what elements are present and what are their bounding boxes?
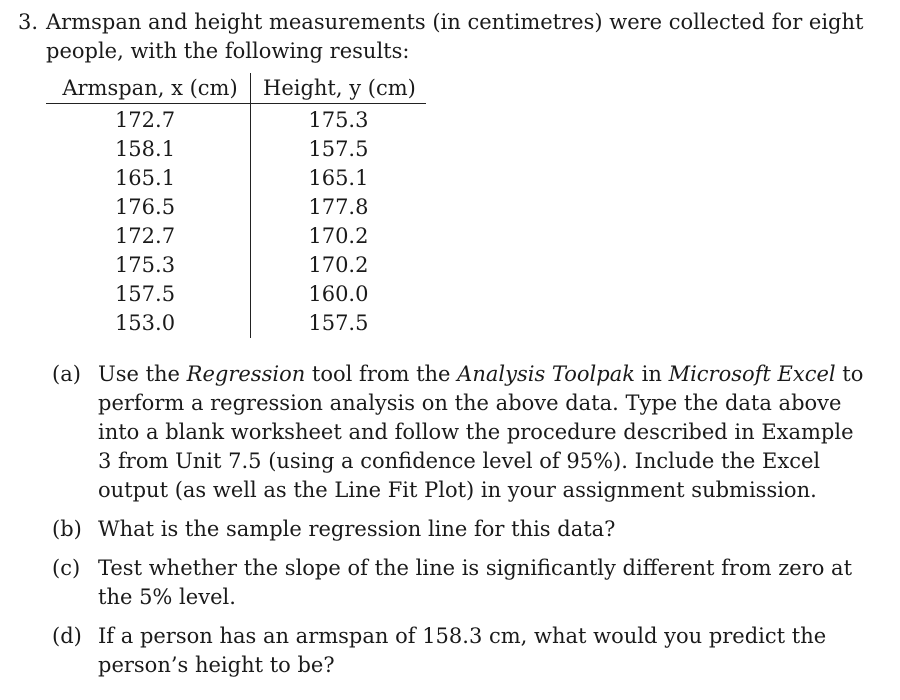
- analysis-toolpak-term: Analysis Toolpak: [457, 362, 635, 386]
- table-row: [46, 164, 426, 193]
- armspan-cell: 175.3: [46, 251, 251, 280]
- table-row: [46, 309, 426, 338]
- table-row: [46, 104, 426, 136]
- height-cell: 165.1: [308, 166, 369, 190]
- question-intro-line1: [18, 8, 878, 37]
- question-parts: [52, 360, 872, 690]
- part-c-label: (c): [52, 556, 81, 580]
- armspan-cell: 172.7: [46, 222, 251, 251]
- question-number: 3.: [18, 10, 39, 34]
- height-cell: 170.2: [308, 224, 369, 248]
- height-cell: 170.2: [308, 253, 369, 277]
- regression-term: Regression: [186, 362, 306, 386]
- part-b: [52, 515, 872, 544]
- part-a-text-segment: in: [634, 362, 669, 386]
- part-a-text-segment: tool from the: [305, 362, 458, 386]
- armspan-cell: 172.7: [46, 104, 251, 136]
- table-header-height: Height, y (cm): [251, 73, 426, 104]
- height-cell: 157.5: [308, 311, 369, 335]
- part-d-text: If a person has an armspan of 158.3 cm, what would you predict the person’s height to be?: [98, 624, 827, 677]
- part-a-text: [98, 360, 872, 505]
- table-row: [46, 280, 426, 309]
- table-row: [46, 222, 426, 251]
- height-cell: 177.8: [308, 195, 369, 219]
- part-a-text-segment: Use the: [98, 362, 187, 386]
- part-a: [52, 360, 872, 505]
- table-row: [46, 193, 426, 222]
- microsoft-excel-term: Microsoft Excel: [668, 362, 836, 386]
- table-row: [46, 251, 426, 280]
- part-d-label: (d): [52, 624, 82, 648]
- part-a-text-segment: to perform a regression analysis on the above data. Type the data above into a blank worksheet and follow the procedure described in Example 3 from Unit 7.5 (using a confidence level of 95%). Include the Excel output (as well as the Line Fit Plot) in your assignment submission.: [98, 362, 864, 502]
- height-cell: 175.3: [308, 108, 369, 132]
- table-header-armspan: Armspan, x (cm): [46, 73, 251, 104]
- question-intro-line2: people, with the following results:: [46, 39, 410, 63]
- table-row: [46, 135, 426, 164]
- table-header-row: [46, 73, 426, 104]
- armspan-cell: 165.1: [46, 164, 251, 193]
- part-b-text: What is the sample regression line for this data?: [98, 517, 616, 541]
- part-a-label: (a): [52, 362, 81, 386]
- armspan-cell: 157.5: [46, 280, 251, 309]
- part-b-label: (b): [52, 517, 82, 541]
- question-intro: [18, 8, 878, 66]
- data-table: [46, 73, 426, 338]
- part-c-text: Test whether the slope of the line is significantly different from zero at the 5% level.: [98, 556, 853, 609]
- part-c: [52, 554, 872, 612]
- part-d: [52, 622, 872, 680]
- armspan-cell: 176.5: [46, 193, 251, 222]
- armspan-cell: 158.1: [46, 135, 251, 164]
- height-cell: 157.5: [308, 137, 369, 161]
- height-cell: 160.0: [308, 282, 369, 306]
- armspan-cell: 153.0: [46, 309, 251, 338]
- question-intro-text1: Armspan and height measurements (in centimetres) were collected for eight: [46, 10, 864, 34]
